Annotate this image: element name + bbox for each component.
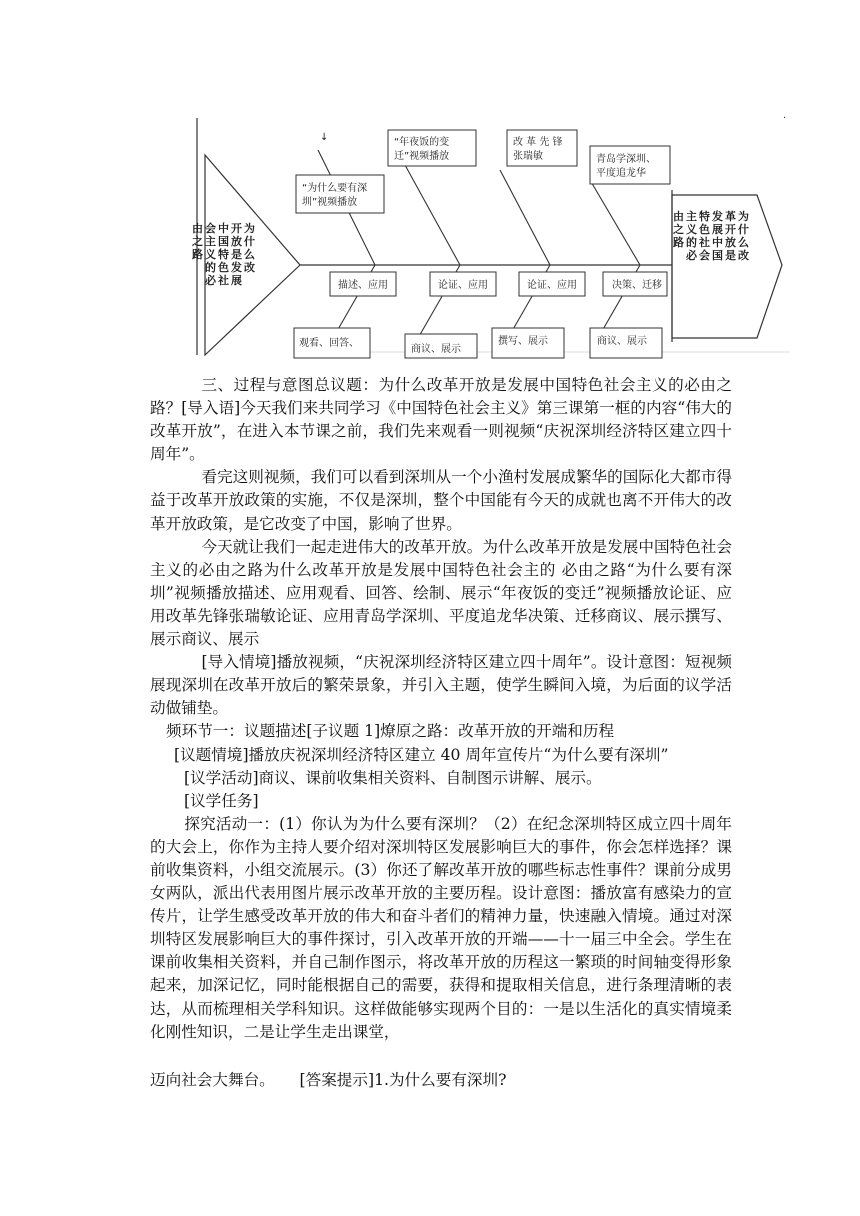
head-text-char: 义 — [686, 223, 697, 236]
top-box-2-line-1: “年夜饭的变 — [394, 137, 450, 148]
tail-text-char: 为 — [244, 222, 255, 235]
head-text-char: 是 — [725, 249, 736, 262]
bottom-box-2-label: 商议、展示 — [411, 344, 461, 355]
paragraph-7: [议学活动]商议、课前收集相关资料、自制图示讲解、展示。 — [184, 768, 602, 787]
tail-text-char: 是 — [231, 248, 242, 261]
paragraph-3: 今天就让我们一起走进伟大的改革开放。为什么改革开放是发展中国特色社会主义的必由之路为什么改革开放是发展中国特色社会主的 必由之路“为什么要有深圳”视频播放描述、应用观看、回答、绘制、展示“年夜饭的变迁”视频播放论证、应用改革先锋张瑞敏论证、应用青岛学深圳、平度追龙华决策、迁移商议、展示撰写、展示商议、展示 — [150, 537, 732, 649]
arrow-mark: ↓ — [320, 132, 329, 143]
tail-text-char: 么 — [244, 248, 255, 261]
tail-text-char: 的 — [205, 261, 216, 274]
head-text-char: 必 — [686, 249, 697, 262]
tail-text-char: 特 — [218, 248, 229, 261]
top-box-2-line-2: 迁”视频播放 — [394, 151, 450, 162]
tail-text-char: 开 — [231, 222, 242, 235]
head-text-char: 主 — [686, 210, 697, 223]
head-text-char: 特 — [699, 210, 710, 223]
paragraph-2: 看完这则视频，我们可以看到深圳从一个小渔村发展成繁华的国际化大都市得益于改革开放政策的实施，不仅是深圳，整个中国能有今天的成就也离不开伟大的改革开放政策，是它改变了中国，影响了世界。 — [150, 468, 732, 533]
head-text-char: 由 — [673, 210, 684, 223]
head-text-char: 之 — [673, 223, 684, 236]
tail-text-char: 什 — [244, 235, 255, 248]
tail-text-char: 义 — [205, 248, 216, 261]
fishbone-diagram — [0, 0, 860, 360]
tail-text-char: 发 — [231, 261, 242, 274]
paragraph-6: [议题情境]播放庆祝深圳经济特区建立 40 周年宣传片“为什么要有深圳” — [174, 745, 669, 764]
mid-box-2-label: 论证、应用 — [438, 280, 488, 291]
paragraph-8: [议学任务] — [184, 791, 259, 810]
paragraph-4: [导入情境]播放视频，“庆祝深圳经济特区建立四十周年”。设计意图：短视频展现深圳在改革开放后的繁荣景象，并引入主题，使学生瞬间入境，为后面的议学活动做铺垫。 — [150, 653, 732, 718]
head-text-char: 的 — [686, 236, 697, 249]
tail-text-char: 改 — [244, 261, 255, 274]
tail-text-char: 主 — [205, 235, 216, 248]
head-text-char: 展 — [712, 223, 723, 236]
tail-text-char: 必 — [205, 274, 216, 287]
tail-text-char: 国 — [218, 235, 229, 248]
fishbone-svg — [0, 0, 860, 360]
bone-top-3 — [500, 170, 550, 265]
top-box-1-line-1: “为什么要有深 — [302, 183, 368, 194]
top-box-4-line-1: 青岛学深圳、 — [596, 154, 656, 165]
head-text-char: 社 — [699, 236, 710, 249]
head-text-char: 革 — [725, 210, 736, 223]
paragraph-1: 三、过程与意图总议题：为什么改革开放是发展中国特色社会主义的必由之路？[导入语]今天我们来共同学习《中国特色社会主义》第三课第一框的内容“伟大的改革开放”，在进入本节课之前，我们先来观看一则视频“庆祝深圳经济特区建立四十周年”。 — [150, 376, 732, 464]
head-text-char: 什 — [738, 223, 749, 236]
dot-mark: · — [783, 113, 787, 124]
bone-top-4 — [590, 180, 640, 265]
paragraph-9: 探究活动一：(1）你认为为什么要有深圳？（2）在纪念深圳特区成立四十周年的大会上，你作为主持人要介绍对深圳特区发展影响巨大的事件，你会怎样选择？课前收集资料，小组交流展示。(3）你还了解改革开放的哪些标志性事件？课前分成男女两队，派出代表用图片展示改革开放的主要历程。设计意图：播放富有感染力的宣传片，让学生感受改革开放的伟大和奋斗者们的精神力量，快速融入情境。通过对深圳特区发展影响巨大的事件探讨，引入改革开放的开端——十一届三中全会。学生在课前收集相关资料，并自己制作图示，将改革开放的历程这一繁琐的时间轴变得形象起来，加深记忆，同时能根据自己的需要，获得和提取相关信息，进行条理清晰的表达，从而梳理相关学科知识。这样做能够实现两个目的：一是以生活化的真实情境柔化刚性知识，二是让学生走出课堂， — [150, 814, 732, 1041]
tail-text-char: 社 — [218, 274, 229, 287]
head-text-char: 色 — [699, 223, 710, 236]
body-text — [150, 374, 732, 1044]
top-box-4-line-2: 平度追龙华 — [596, 168, 646, 179]
top-box-1-line-2: 圳”视频播放 — [302, 197, 358, 208]
head-text-char: 放 — [725, 236, 736, 249]
head-text-char: 改 — [738, 249, 749, 262]
tail-text-char: 路 — [192, 248, 203, 261]
tail-text-char: 放 — [231, 235, 242, 248]
mid-box-4-label: 决策、迁移 — [612, 280, 662, 291]
head-text-char: 么 — [738, 236, 749, 249]
bottom-box-4-label: 商议、展示 — [597, 336, 647, 347]
tail-text-char: 色 — [218, 261, 229, 274]
paragraph-5: 频环节一：议题描述[子议题 1]燎原之路：改革开放的开端和历程 — [166, 722, 615, 741]
top-box-3-line-2: 张瑞敏 — [513, 151, 543, 162]
tail-text-char: 会 — [205, 222, 216, 235]
head-text-char: 开 — [725, 223, 736, 236]
bottom-box-3-label: 撰写、展示 — [498, 336, 548, 347]
head-text-char: 国 — [712, 249, 723, 262]
head-text-char: 发 — [712, 210, 723, 223]
tail-text-char: 之 — [192, 235, 203, 248]
head-text-char: 路 — [673, 236, 684, 249]
head-text-char: 为 — [738, 210, 749, 223]
mid-box-3-label: 论证、应用 — [527, 280, 577, 291]
top-box-3-line-1: 改 革 先 锋 — [513, 137, 563, 148]
tail-text-char: 中 — [218, 222, 229, 235]
tail-text-char: 展 — [231, 274, 242, 287]
bottom-box-1-label: 观看、回答、 — [299, 338, 359, 349]
head-text-char: 会 — [699, 249, 710, 262]
bone-top-2 — [405, 165, 460, 265]
paragraph-10: 迈向社会大舞台。 [答案提示]1.为什么要有深圳? — [150, 1071, 507, 1089]
head-text-char: 中 — [712, 236, 723, 249]
mid-box-1-label: 描述、应用 — [338, 280, 388, 291]
tail-text-char: 由 — [192, 222, 203, 235]
